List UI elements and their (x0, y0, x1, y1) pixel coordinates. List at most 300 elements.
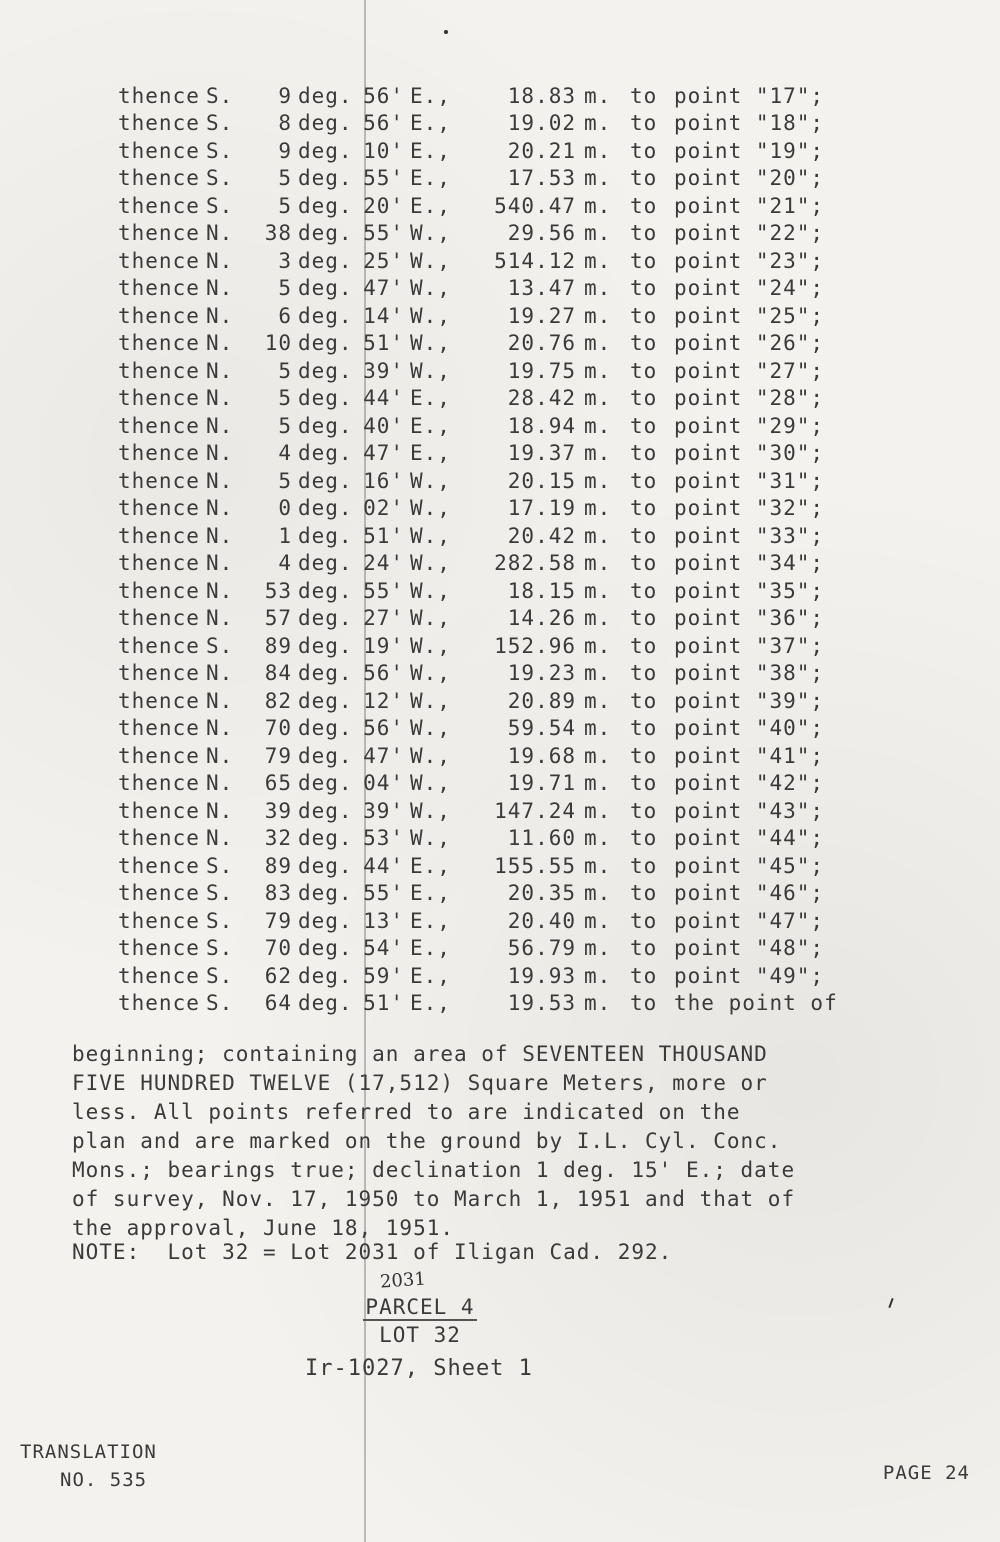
traverse-mdir: W., (410, 771, 451, 796)
traverse-to: to (630, 413, 658, 438)
traverse-degw: deg. (298, 111, 353, 136)
traverse-min: 10' (363, 138, 404, 163)
traverse-thence: thence (118, 248, 200, 273)
traverse-min: 20' (363, 193, 404, 218)
traverse-degw: deg. (298, 523, 353, 548)
traverse-mdir: E., (410, 963, 451, 988)
traverse-min: 55' (363, 221, 404, 246)
traverse-to: to (630, 991, 658, 1016)
traverse-to: to (630, 386, 658, 411)
traverse-min: 55' (363, 578, 404, 603)
traverse-dist: 29.56 (507, 221, 576, 246)
traverse-dir: N. (206, 826, 234, 851)
traverse-m: m. (584, 83, 612, 108)
traverse-min: 44' (363, 853, 404, 878)
traverse-dir: S. (206, 111, 234, 136)
traverse-point: point "29"; (674, 413, 825, 438)
traverse-dir: N. (206, 716, 234, 741)
traverse-thence: thence (118, 743, 200, 768)
traverse-line (118, 302, 958, 330)
traverse-mdir: W., (410, 551, 451, 576)
traverse-m: m. (584, 358, 612, 383)
traverse-m: m. (584, 936, 612, 961)
traverse-degw: deg. (298, 413, 353, 438)
traverse-deg: 8 (278, 111, 292, 136)
traverse-dist: 155.55 (494, 853, 576, 878)
traverse-line (118, 742, 958, 770)
traverse-line (118, 165, 958, 193)
traverse-m: m. (584, 991, 612, 1016)
traverse-dist: 18.94 (507, 413, 576, 438)
traverse-thence: thence (118, 331, 200, 356)
traverse-line (118, 110, 958, 138)
traverse-to: to (630, 193, 658, 218)
traverse-line (118, 770, 958, 798)
paragraph-line: the approval, June 18, 1951. (72, 1216, 455, 1240)
traverse-degw: deg. (298, 881, 353, 906)
traverse-min: 47' (363, 276, 404, 301)
traverse-dir: N. (206, 221, 234, 246)
traverse-line (118, 440, 958, 468)
parcel-block (360, 1295, 480, 1347)
traverse-mdir: E., (410, 138, 451, 163)
traverse-m: m. (584, 881, 612, 906)
traverse-dir: S. (206, 633, 234, 658)
traverse-thence: thence (118, 963, 200, 988)
traverse-point: point "37"; (674, 633, 825, 658)
traverse-dir: N. (206, 248, 234, 273)
traverse-point: point "39"; (674, 688, 825, 713)
traverse-to: to (630, 743, 658, 768)
traverse-line (118, 990, 958, 1018)
traverse-degw: deg. (298, 743, 353, 768)
traverse-point: point "22"; (674, 221, 825, 246)
traverse-m: m. (584, 523, 612, 548)
traverse-to: to (630, 798, 658, 823)
traverse-point: point "34"; (674, 551, 825, 576)
traverse-dist: 19.93 (507, 963, 576, 988)
traverse-m: m. (584, 826, 612, 851)
traverse-thence: thence (118, 661, 200, 686)
traverse-dist: 56.79 (507, 936, 576, 961)
traverse-mdir: W., (410, 276, 451, 301)
traverse-dir: N. (206, 661, 234, 686)
traverse-degw: deg. (298, 688, 353, 713)
traverse-deg: 5 (278, 358, 292, 383)
sheet-reference: Ir-1027, Sheet 1 (305, 1356, 533, 1381)
traverse-degw: deg. (298, 248, 353, 273)
traverse-deg: 6 (278, 303, 292, 328)
traverse-to: to (630, 853, 658, 878)
traverse-m: m. (584, 578, 612, 603)
traverse-min: 25' (363, 248, 404, 273)
traverse-thence: thence (118, 853, 200, 878)
traverse-deg: 89 (264, 853, 292, 878)
traverse-point: point "47"; (674, 908, 825, 933)
traverse-mdir: W., (410, 661, 451, 686)
traverse-m: m. (584, 193, 612, 218)
traverse-min: 39' (363, 358, 404, 383)
traverse-dir: N. (206, 276, 234, 301)
traverse-to: to (630, 716, 658, 741)
traverse-thence: thence (118, 936, 200, 961)
traverse-point: point "19"; (674, 138, 825, 163)
traverse-to: to (630, 83, 658, 108)
traverse-deg: 5 (278, 386, 292, 411)
traverse-m: m. (584, 413, 612, 438)
paragraph-line: Mons.; bearings true; declination 1 deg. 15' E.; date (72, 1158, 796, 1182)
translation-block (20, 1438, 157, 1494)
traverse-mdir: W., (410, 798, 451, 823)
traverse-degw: deg. (298, 221, 353, 246)
traverse-deg: 0 (278, 496, 292, 521)
traverse-dir: N. (206, 771, 234, 796)
traverse-mdir: E., (410, 83, 451, 108)
traverse-dir: N. (206, 358, 234, 383)
lot-label: LOT 32 (379, 1323, 461, 1347)
traverse-line (118, 577, 958, 605)
traverse-to: to (630, 523, 658, 548)
traverse-mdir: E., (410, 441, 451, 466)
traverse-mdir: E., (410, 166, 451, 191)
traverse-thence: thence (118, 606, 200, 631)
traverse-thence: thence (118, 798, 200, 823)
traverse-m: m. (584, 716, 612, 741)
traverse-point: the point of (674, 991, 838, 1016)
traverse-deg: 5 (278, 193, 292, 218)
traverse-min: 55' (363, 881, 404, 906)
traverse-dist: 514.12 (494, 248, 576, 273)
traverse-line (118, 467, 958, 495)
traverse-degw: deg. (298, 193, 353, 218)
traverse-to: to (630, 771, 658, 796)
traverse-thence: thence (118, 413, 200, 438)
traverse-dist: 282.58 (494, 551, 576, 576)
traverse-to: to (630, 881, 658, 906)
traverse-dir: N. (206, 468, 234, 493)
traverse-line (118, 687, 958, 715)
traverse-mdir: W., (410, 358, 451, 383)
traverse-to: to (630, 303, 658, 328)
traverse-point: point "24"; (674, 276, 825, 301)
traverse-thence: thence (118, 633, 200, 658)
traverse-line (118, 935, 958, 963)
traverse-to: to (630, 358, 658, 383)
traverse-dist: 59.54 (507, 716, 576, 741)
traverse-deg: 32 (264, 826, 292, 851)
traverse-min: 47' (363, 441, 404, 466)
traverse-dist: 17.19 (507, 496, 576, 521)
traverse-min: 56' (363, 661, 404, 686)
traverse-point: point "36"; (674, 606, 825, 631)
translation-number: NO. 535 (60, 1469, 148, 1491)
traverse-deg: 4 (278, 551, 292, 576)
traverse-to: to (630, 248, 658, 273)
traverse-degw: deg. (298, 441, 353, 466)
traverse-line (118, 357, 958, 385)
pen-mark (888, 1298, 893, 1308)
traverse-degw: deg. (298, 606, 353, 631)
traverse-dir: N. (206, 798, 234, 823)
traverse-to: to (630, 606, 658, 631)
traverse-mdir: W., (410, 331, 451, 356)
area-paragraph (72, 1040, 932, 1243)
traverse-deg: 62 (264, 963, 292, 988)
traverse-degw: deg. (298, 936, 353, 961)
handwritten-annotation: 2031 (379, 1268, 427, 1293)
traverse-dist: 28.42 (507, 386, 576, 411)
traverse-mdir: W., (410, 221, 451, 246)
traverse-degw: deg. (298, 468, 353, 493)
traverse-min: 16' (363, 468, 404, 493)
traverse-min: 44' (363, 386, 404, 411)
paragraph-line: beginning; containing an area of SEVENTEEN THOUSAND (72, 1042, 768, 1066)
traverse-dir: N. (206, 413, 234, 438)
traverse-min: 04' (363, 771, 404, 796)
traverse-m: m. (584, 248, 612, 273)
traverse-point: point "42"; (674, 771, 825, 796)
traverse-point: point "49"; (674, 963, 825, 988)
traverse-deg: 53 (264, 578, 292, 603)
traverse-m: m. (584, 221, 612, 246)
traverse-deg: 39 (264, 798, 292, 823)
traverse-m: m. (584, 853, 612, 878)
traverse-to: to (630, 633, 658, 658)
traverse-dist: 19.71 (507, 771, 576, 796)
traverse-deg: 38 (264, 221, 292, 246)
traverse-deg: 57 (264, 606, 292, 631)
traverse-m: m. (584, 496, 612, 521)
traverse-dir: S. (206, 936, 234, 961)
traverse-line (118, 632, 958, 660)
traverse-to: to (630, 551, 658, 576)
traverse-m: m. (584, 798, 612, 823)
traverse-thence: thence (118, 716, 200, 741)
traverse-line (118, 907, 958, 935)
traverse-min: 51' (363, 331, 404, 356)
traverse-min: 14' (363, 303, 404, 328)
traverse-point: point "21"; (674, 193, 825, 218)
traverse-deg: 5 (278, 413, 292, 438)
traverse-to: to (630, 908, 658, 933)
traverse-min: 56' (363, 111, 404, 136)
traverse-degw: deg. (298, 551, 353, 576)
traverse-thence: thence (118, 991, 200, 1016)
traverse-min: 39' (363, 798, 404, 823)
traverse-mdir: W., (410, 743, 451, 768)
traverse-thence: thence (118, 578, 200, 603)
traverse-min: 40' (363, 413, 404, 438)
traverse-line (118, 660, 958, 688)
traverse-line (118, 192, 958, 220)
traverse-point: point "33"; (674, 523, 825, 548)
traverse-mdir: W., (410, 248, 451, 273)
traverse-line (118, 82, 958, 110)
traverse-thence: thence (118, 221, 200, 246)
traverse-degw: deg. (298, 633, 353, 658)
traverse-m: m. (584, 633, 612, 658)
traverse-dir: S. (206, 908, 234, 933)
traverse-point: point "23"; (674, 248, 825, 273)
page-number: PAGE 24 (882, 1462, 970, 1484)
traverse-dist: 19.68 (507, 743, 576, 768)
traverse-point: point "38"; (674, 661, 825, 686)
traverse-line (118, 385, 958, 413)
traverse-dir: S. (206, 853, 234, 878)
traverse-to: to (630, 578, 658, 603)
traverse-m: m. (584, 303, 612, 328)
traverse-deg: 4 (278, 441, 292, 466)
traverse-line (118, 495, 958, 523)
traverse-to: to (630, 221, 658, 246)
traverse-degw: deg. (298, 578, 353, 603)
traverse-to: to (630, 276, 658, 301)
lot-note: NOTE: Lot 32 = Lot 2031 of Iligan Cad. 292. (72, 1240, 673, 1264)
paragraph-line: plan and are marked on the ground by I.L. Cyl. Conc. (72, 1129, 782, 1153)
traverse-degw: deg. (298, 138, 353, 163)
traverse-mdir: E., (410, 991, 451, 1016)
traverse-degw: deg. (298, 798, 353, 823)
traverse-line (118, 522, 958, 550)
traverse-dir: N. (206, 441, 234, 466)
traverse-deg: 3 (278, 248, 292, 273)
traverse-min: 51' (363, 991, 404, 1016)
traverse-mdir: E., (410, 881, 451, 906)
traverse-point: point "26"; (674, 331, 825, 356)
traverse-line (118, 605, 958, 633)
traverse-mdir: E., (410, 111, 451, 136)
traverse-min: 19' (363, 633, 404, 658)
traverse-mdir: W., (410, 496, 451, 521)
traverse-thence: thence (118, 138, 200, 163)
traverse-deg: 5 (278, 166, 292, 191)
traverse-degw: deg. (298, 276, 353, 301)
traverse-mdir: W., (410, 826, 451, 851)
traverse-mdir: W., (410, 606, 451, 631)
traverse-dist: 18.15 (507, 578, 576, 603)
traverse-min: 54' (363, 936, 404, 961)
traverse-deg: 83 (264, 881, 292, 906)
traverse-m: m. (584, 331, 612, 356)
traverse-degw: deg. (298, 496, 353, 521)
traverse-point: point "43"; (674, 798, 825, 823)
traverse-dist: 20.40 (507, 908, 576, 933)
traverse-line (118, 275, 958, 303)
traverse-deg: 9 (278, 83, 292, 108)
traverse-dir: S. (206, 166, 234, 191)
traverse-min: 55' (363, 166, 404, 191)
traverse-point: point "20"; (674, 166, 825, 191)
traverse-point: point "45"; (674, 853, 825, 878)
traverse-point: point "48"; (674, 936, 825, 961)
traverse-m: m. (584, 386, 612, 411)
traverse-line (118, 852, 958, 880)
paragraph-line: of survey, Nov. 17, 1950 to March 1, 1951 and that of (72, 1187, 796, 1211)
traverse-dist: 19.23 (507, 661, 576, 686)
traverse-to: to (630, 111, 658, 136)
traverse-thence: thence (118, 193, 200, 218)
traverse-m: m. (584, 688, 612, 713)
traverse-min: 59' (363, 963, 404, 988)
traverse-deg: 70 (264, 936, 292, 961)
traverse-line (118, 797, 958, 825)
traverse-line (118, 412, 958, 440)
traverse-dist: 20.35 (507, 881, 576, 906)
traverse-line (118, 880, 958, 908)
traverse-mdir: E., (410, 936, 451, 961)
traverse-to: to (630, 468, 658, 493)
traverse-degw: deg. (298, 661, 353, 686)
traverse-degw: deg. (298, 853, 353, 878)
traverse-thence: thence (118, 523, 200, 548)
traverse-description (118, 82, 958, 1017)
traverse-line (118, 550, 958, 578)
traverse-mdir: E., (410, 193, 451, 218)
traverse-mdir: W., (410, 578, 451, 603)
traverse-mdir: E., (410, 908, 451, 933)
traverse-point: point "25"; (674, 303, 825, 328)
translation-label: TRANSLATION (20, 1441, 157, 1463)
traverse-dir: N. (206, 551, 234, 576)
traverse-dist: 152.96 (494, 633, 576, 658)
traverse-m: m. (584, 551, 612, 576)
traverse-thence: thence (118, 303, 200, 328)
traverse-degw: deg. (298, 386, 353, 411)
traverse-mdir: W., (410, 633, 451, 658)
traverse-deg: 1 (278, 523, 292, 548)
parcel-label: PARCEL 4 (365, 1295, 475, 1319)
traverse-point: point "32"; (674, 496, 825, 521)
traverse-dist: 147.24 (494, 798, 576, 823)
traverse-dist: 19.02 (507, 111, 576, 136)
traverse-thence: thence (118, 468, 200, 493)
traverse-m: m. (584, 441, 612, 466)
traverse-m: m. (584, 661, 612, 686)
traverse-dist: 19.27 (507, 303, 576, 328)
traverse-degw: deg. (298, 83, 353, 108)
traverse-dist: 18.83 (507, 83, 576, 108)
traverse-dir: N. (206, 523, 234, 548)
traverse-thence: thence (118, 386, 200, 411)
traverse-point: point "44"; (674, 826, 825, 851)
traverse-dist: 20.89 (507, 688, 576, 713)
traverse-thence: thence (118, 358, 200, 383)
traverse-mdir: E., (410, 413, 451, 438)
traverse-mdir: W., (410, 523, 451, 548)
traverse-to: to (630, 138, 658, 163)
traverse-point: point "35"; (674, 578, 825, 603)
traverse-thence: thence (118, 688, 200, 713)
traverse-dist: 20.76 (507, 331, 576, 356)
traverse-to: to (630, 661, 658, 686)
traverse-m: m. (584, 908, 612, 933)
traverse-point: point "18"; (674, 111, 825, 136)
traverse-dist: 20.15 (507, 468, 576, 493)
traverse-point: point "28"; (674, 386, 825, 411)
traverse-min: 12' (363, 688, 404, 713)
traverse-degw: deg. (298, 991, 353, 1016)
traverse-m: m. (584, 771, 612, 796)
traverse-deg: 5 (278, 276, 292, 301)
traverse-deg: 9 (278, 138, 292, 163)
traverse-m: m. (584, 606, 612, 631)
traverse-min: 56' (363, 83, 404, 108)
traverse-dir: N. (206, 496, 234, 521)
traverse-degw: deg. (298, 826, 353, 851)
traverse-min: 47' (363, 743, 404, 768)
traverse-degw: deg. (298, 303, 353, 328)
traverse-m: m. (584, 743, 612, 768)
